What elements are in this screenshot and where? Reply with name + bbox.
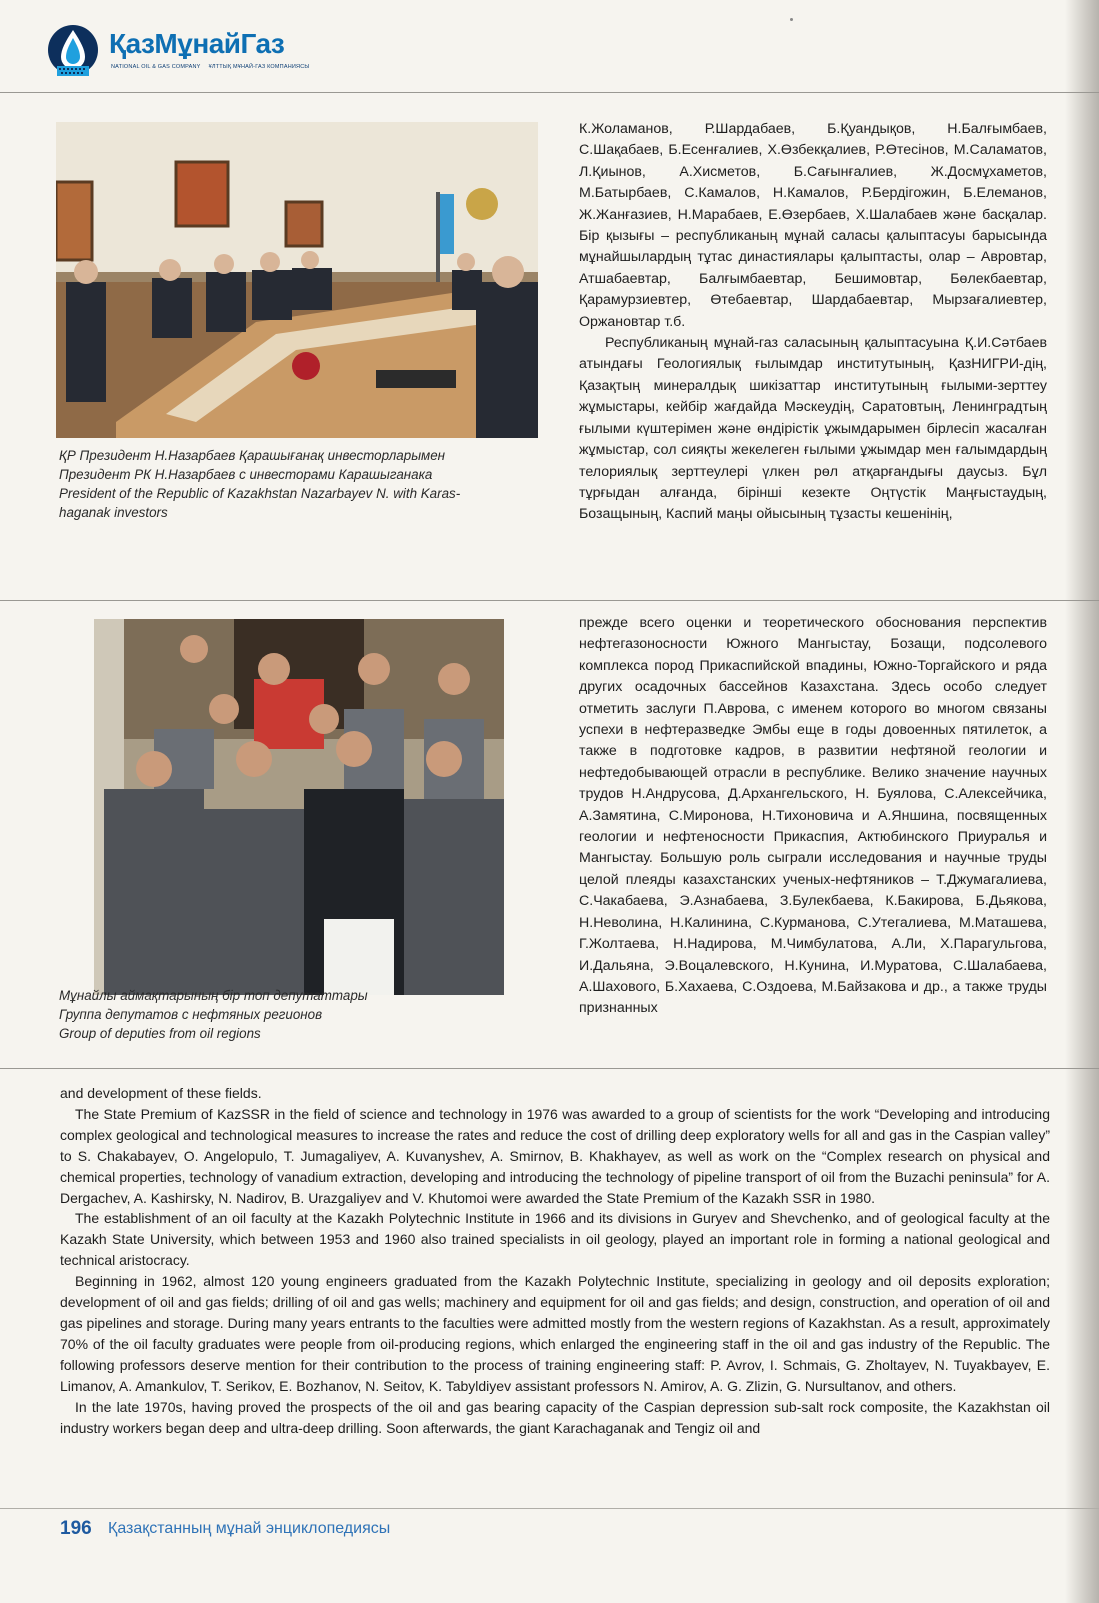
photo1-caption: [59, 446, 460, 522]
section-rule-1: [0, 600, 1099, 601]
kazmunaygas-logo-icon: [45, 20, 105, 78]
print-speck: [790, 18, 793, 21]
english-paragraph-3: The establishment of an oil faculty at the Kazakh Polytechnic Institute in 1966 and its divisions in Guryev and Shevchenko, and of geological faculty at the Kazakh State University, which between 1953 and 1960 also trained specialists in oil geology, played an important role in forming a national geological and technical aristocracy.: [60, 1210, 1050, 1269]
photo2-caption-ru: Группа депутатов с нефтяных регионов: [59, 1007, 323, 1022]
photo2-caption-en: Group of deputies from oil regions: [59, 1026, 261, 1041]
kazakh-text-column: [579, 119, 1047, 526]
photo1-caption-ru: Президент РК Н.Назарбаев с инвесторами Карашыганака: [59, 467, 433, 482]
page-number: 196: [60, 1518, 92, 1539]
english-paragraph-2: The State Premium of KazSSR in the field of science and technology in 1976 was awarded to a group of scientists for the work “Developing and introducing complex geological and technological measures to increase the rates and reduce the cost of drilling deep exploratory wells for all and gas in the Caspian valley” to S. Chakabayev, O. Angelopulo, T. Jumagaliyev, A. Kuvanyshev, A. Smirnov, B. Khakhayev, as well as work on the “Complex research on physical and chemical properties, technology of vanadium extraction, developing and introducing the technology of pipeline transport of oil from the Buzachi peninsula” for A. Dergachev, A. Kashirsky, N. Nadirov, B. Urazgaliyev and V. Khutomoi were awarded the State Premium of the Kazakh SSR in 1980.: [60, 1105, 1050, 1206]
english-paragraph-5: In the late 1970s, having proved the prospects of the oil and gas bearing capacity of the Caspian depression sub-salt rock composite, the Kazakhstan oil industry workers began deep and ultra-deep drilling. Soon afterwards, the giant Karachaganak and Tengiz oil and: [60, 1398, 1050, 1436]
kazakh-paragraph-1: К.Жоламанов, Р.Шардабаев, Б.Қуандықов, Н.Балғымбаев, С.Шақабаев, Б.Есенғалиев, Х.Өзбекқалиев, Р.Өтесінов, М.Саламатов, Л.Қиынов, А.Хисметов, Б.Сағынғалиев, Ж.Досмұхаметов, М.Батырбаев, С.Камалов, Н.Камалов, Р.Бердігожин, Б.Елеманов, Ж.Жанғазиев, Н.Марабаев, Е.Өзербаев, Х.Шалабаев және басқалар. Бір қызығы – республиканың мұнай саласы қалыптасуы барысында мұнайшылардың тұтас династиялары қалыптасты, олар – Авровтар, Атшабаевтар, Балғымбаевтар, Бешимовтар, Бөлекбаевтар, Қарамурзиевтер, Өтебаевтар, Шардабаевтар, Мырзағалиевтер, Оржановтар т.б.: [579, 121, 1047, 330]
group-photo-illustration: [94, 619, 504, 995]
english-paragraph-1: and development of these fields.: [60, 1085, 262, 1101]
photo1-caption-en-line2: haganak investors: [59, 505, 168, 520]
photo2-caption: [59, 986, 368, 1043]
brand-name: ҚазМұнайГаз: [109, 28, 285, 59]
page-header: [45, 18, 345, 80]
header-rule: [0, 92, 1099, 93]
english-text-block: [60, 1083, 1050, 1438]
brand-subtitle: [111, 64, 309, 70]
brand-subtitle-en: NATIONAL OIL & GAS COMPANY: [111, 64, 201, 70]
meeting-room-illustration: [56, 122, 538, 438]
photo1-caption-kz: ҚР Президент Н.Назарбаев Қарашығанақ инвесторларымен: [59, 448, 446, 463]
kazakh-paragraph-2: Республиканың мұнай-газ саласының қалыптасуына Қ.И.Сәтбаев атындағы Геологиялық ғылымдар институтының, ҚазНИГРИ-дің, Қазақтың минералдық шикізаттар институтының ғылыми-зерттеу жұмыстары, кейбір жағдайда Мәскеудің, Саратовтың, Ленинградтың ғылыми күштерімен және өндірістік ұжымдарымен бірлесіп жасалған жұмыстар, сол сияқты жекелеген ғылыми ұжымдар мен ғалымдардың телориялық зерттеулері үлкен рөл атқарғандығы даусыз. Бұл тұрғыдан алғанда, бірінші кезекте Оңтүстік Маңғыстаудың, Бозащының, Каспий маңы ойысының тұзасты кешенінің,: [579, 335, 1047, 523]
brand-subtitle-kz: ҰЛТТЫҚ МҰНАЙ-ГАЗ КОМПАНИЯСЫ: [208, 64, 310, 70]
russian-paragraph-1: прежде всего оценки и теоретического обоснования перспектив нефтегазоносности Южного Мангыстау, Бозащи, подсолевого комплекса пород Прикаспийской впадины, Южно-Торгайского и ряда других осадочных бассейнов Казахстана. Здесь особо следует отметить заслуги П.Аврова, с именем которого во многом связаны успехи в нефтеразведке Эмбы еще в годы довоенных пятилеток, а также в подготовке кадров, в развитии нефтяной геологии и нефтедобывающей отрасли в республике. Велико значение научных трудов Н.Андрусова, Д.Архангельского, Н. Буялова, С.Алексейчика, А.Замятина, С.Миронова, Н.Тихоновича и А.Яншина, посвященных геологии и нефтеносности Прикаспия, Актюбинского Приуралья и Мангыстау. Большую роль сыграли исследования и научные труды целой плеяды казахстанских ученых-нефтяников – Т.Джумагалиева, С.Чакабаева, Э.Азнабаева, З.Булекбаева, К.Бакирова, Б.Дьякова, Н.Неволина, Н.Калинина, С.Курманова, С.Утегалиева, М.Маташева, Г.Жолтаева, Н.Надирова, М.Чимбулатова, А.Ли, Х.Парагульгова, И.Дальяна, Э.Воцалевского, Н.Кунина, И.Муратова, С.Шалабаева, А.Шахового, Б.Хахаева, С.Оздоева, М.Байзакова и др., а также труды признанных: [579, 615, 1047, 1017]
photo2-caption-kz: Мұнайлы аймақтарының бір топ депутаттары: [59, 988, 368, 1003]
photo-president-with-investors: [56, 122, 538, 438]
section-rule-2: [0, 1068, 1099, 1069]
photo-group-of-deputies: [94, 619, 504, 995]
footer-rule: [0, 1508, 1099, 1509]
english-paragraph-4: Beginning in 1962, almost 120 young engineers graduated from the Kazakh Polytechnic Institute, specializing in geology and oil deposits exploration; development of oil and gas fields; drilling of oil and gas wells; machinery and equipment for oil and gas fields; and design, construction, and operation of oil and gas pipelines and storage. During many years entrants to the faculties were admitted mostly from the western regions of Kazakhstan. As a result, approximately 70% of the oil faculty graduates were people from oil-producing regions, which enlarged the engineering staff in the oil and gas industry of the Republic. The following professors deserve mention for their contribution to the process of training engineering staff: P. Avrov, I. Schmais, G. Zholtayev, N. Tuyakbayev, E. Limanov, A. Amankulov, T. Serikov, E. Bozhanov, N. Seitov, K. Tabyldiyev assistant professors N. Amirov, A. G. Zlizin, G. Nursultanov, and others.: [60, 1273, 1050, 1394]
running-title: Қазақстанның мұнай энциклопедиясы: [108, 1520, 391, 1537]
russian-text-column: [579, 613, 1047, 1020]
binding-gutter-shadow: [1065, 0, 1099, 1603]
photo1-caption-en-line1: President of the Republic of Kazakhstan Nazarbayev N. with Karas-: [59, 486, 461, 501]
